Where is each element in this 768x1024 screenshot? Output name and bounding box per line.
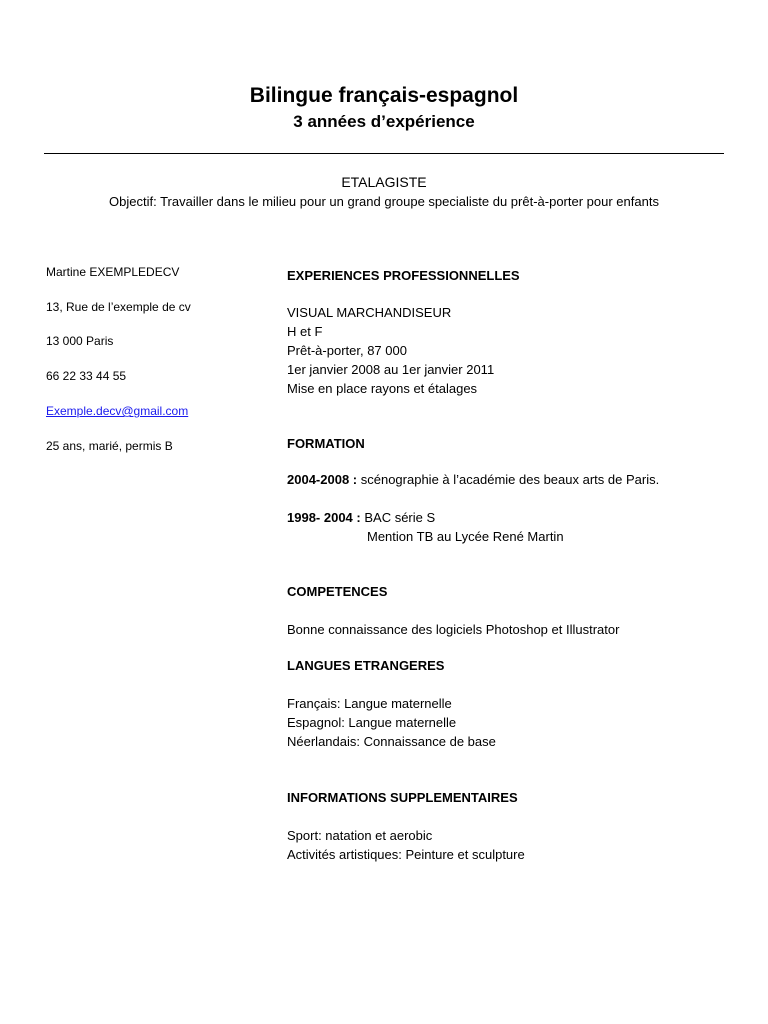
formation-item-1-dates: 2004-2008 :	[287, 472, 358, 487]
formation-item-1-text: scénographie à l’académie des beaux arts de Paris.	[357, 472, 660, 487]
formation-item-1	[287, 470, 659, 489]
experience-block	[287, 303, 494, 398]
info-line: Activités artistiques: Peinture et sculpture	[287, 847, 525, 862]
formation-item-2	[287, 508, 564, 546]
langue-line: Espagnol: Langue maternelle	[287, 715, 457, 730]
formation-item-2-text: BAC série S	[360, 510, 436, 525]
contact-email-link[interactable]: Exemple.decv@gmail.com	[46, 404, 189, 418]
langues-heading: LANGUES ETRANGERES	[287, 658, 445, 673]
experience-heading: EXPERIENCES PROFESSIONNELLES	[287, 268, 520, 283]
langues-block	[287, 694, 496, 751]
contact-details: 25 ans, marié, permis B	[46, 439, 173, 453]
infos-heading: INFORMATIONS SUPPLEMENTAIRES	[287, 790, 518, 805]
langue-line: Français: Langue maternelle	[287, 696, 452, 711]
formation-item-2-dates: 1998- 2004 :	[287, 510, 361, 525]
header-divider	[44, 153, 724, 154]
document-title: Bilingue français-espagnol	[249, 84, 519, 107]
experience-line: 1er janvier 2008 au 1er janvier 2011	[287, 362, 495, 377]
experience-line: H et F	[287, 324, 323, 339]
competences-heading: COMPETENCES	[287, 584, 388, 599]
info-line: Sport: natation et aerobic	[287, 828, 433, 843]
document-subtitle: 3 années d’expérience	[293, 112, 475, 131]
contact-city: 13 000 Paris	[46, 334, 114, 348]
formation-item-2-sub: Mention TB au Lycée René Martin	[367, 529, 564, 544]
experience-line: Mise en place rayons et étalages	[287, 381, 478, 396]
experience-line: Prêt-à-porter, 87 000	[287, 343, 407, 358]
infos-block	[287, 826, 525, 864]
contact-phone: 66 22 33 44 55	[46, 369, 127, 383]
contact-street: 13, Rue de l’exemple de cv	[46, 300, 191, 314]
competences-text: Bonne connaissance des logiciels Photoshop et Illustrator	[287, 622, 620, 637]
langue-line: Néerlandais: Connaissance de base	[287, 734, 496, 749]
objective-text: Objectif: Travailler dans le milieu pour un grand groupe specialiste du prêt-à-porter pour enfants	[109, 194, 659, 209]
experience-line: VISUAL MARCHANDISEUR	[287, 305, 452, 320]
contact-name: Martine EXEMPLEDECV	[46, 265, 180, 279]
job-title: ETALAGISTE	[341, 174, 427, 190]
formation-heading: FORMATION	[287, 436, 365, 451]
contact-email-wrap	[46, 403, 188, 419]
